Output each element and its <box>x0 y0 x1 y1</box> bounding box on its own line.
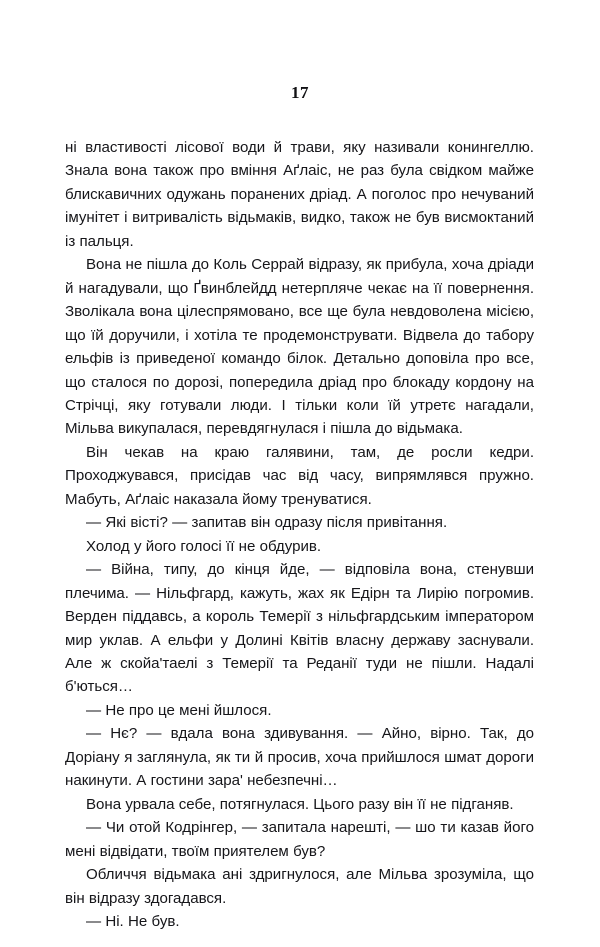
paragraph-dialogue: — Чи отой Кодрінгер, — запитала нарешті, — шо ти казав його мені відвідати, твоїм приятелем був? <box>65 819 534 860</box>
paragraph-dialogue: — Війна, типу, до кінця йде, — відповіла вона, стенувши плечима. — Нільфгард, кажуть, жах як Едірн та Лирію погромив. Верден піддавсь, а король Темерії з нільфгардським імператором мир уклав. А ельфи у Долині Квітів власну державу заснували. Але ж скойа'таелі з Темерії та Реданії туди не пішли. Надалі б'ються… <box>65 561 534 696</box>
paragraph-dialogue: — Не про це мені йшлося. <box>86 701 272 719</box>
paragraph-dialogue: — Які вісті? — запитав він одразу після привітання. <box>86 514 448 532</box>
paragraph: Холод у його голосі її не обдурив. <box>86 537 322 555</box>
paragraph-dialogue: — Ні. Не був. <box>86 912 180 930</box>
paragraph: Вона урвала себе, потягнулася. Цього разу він її не підганяв. <box>86 795 514 813</box>
body-text <box>65 136 534 933</box>
paragraph-dialogue: — Нє? — вдала вона здивування. — Айно, вірно. Так, до Доріану я заглянула, як ти й просив, хоча прийшлося шмат дороги накинути. А гостини зара' небезпечні… <box>65 725 534 790</box>
paragraph: Вона не пішла до Коль Серрай відразу, як прибула, хоча дріади й нагадували, що Ґвинблейдд нетерпляче чекає на її повернення. Зволікала вона цілеспрямовано, все ще була невдоволена місією, що їй доручили, і хотіла те продемонструвати. Відвела до табору ельфів із приведеної командо білок. Детально доповіла про все, що сталося по дорозі, попередила дріад про блокаду кордону на Стрічці, яку готували люди. І тільки коли їй утретє нагадали, Мільва викупалася, перевдягнулася і пішла до відьмака. <box>65 256 534 438</box>
paragraph: ні властивості лісової води й трави, яку називали конингеллю. Знала вона також про вміння Аґлаіс, не раз була свідком майже блискавичних одужань поранених дріад. А поголос про нечуваний імунітет і витривалість відьмаків, видко, також не був висмоктаний із пальця. <box>65 139 534 250</box>
page-number: 17 <box>291 83 309 102</box>
paragraph: Обличчя відьмака ані здригнулося, але Мільва зрозуміла, що він відразу здогадався. <box>65 866 534 907</box>
paragraph: Він чекав на краю галявини, там, де росли кедри. Проходжувався, присідав час від часу, випрямлявся пружно. Мабуть, Аґлаіс наказала йому тренуватися. <box>65 443 534 508</box>
